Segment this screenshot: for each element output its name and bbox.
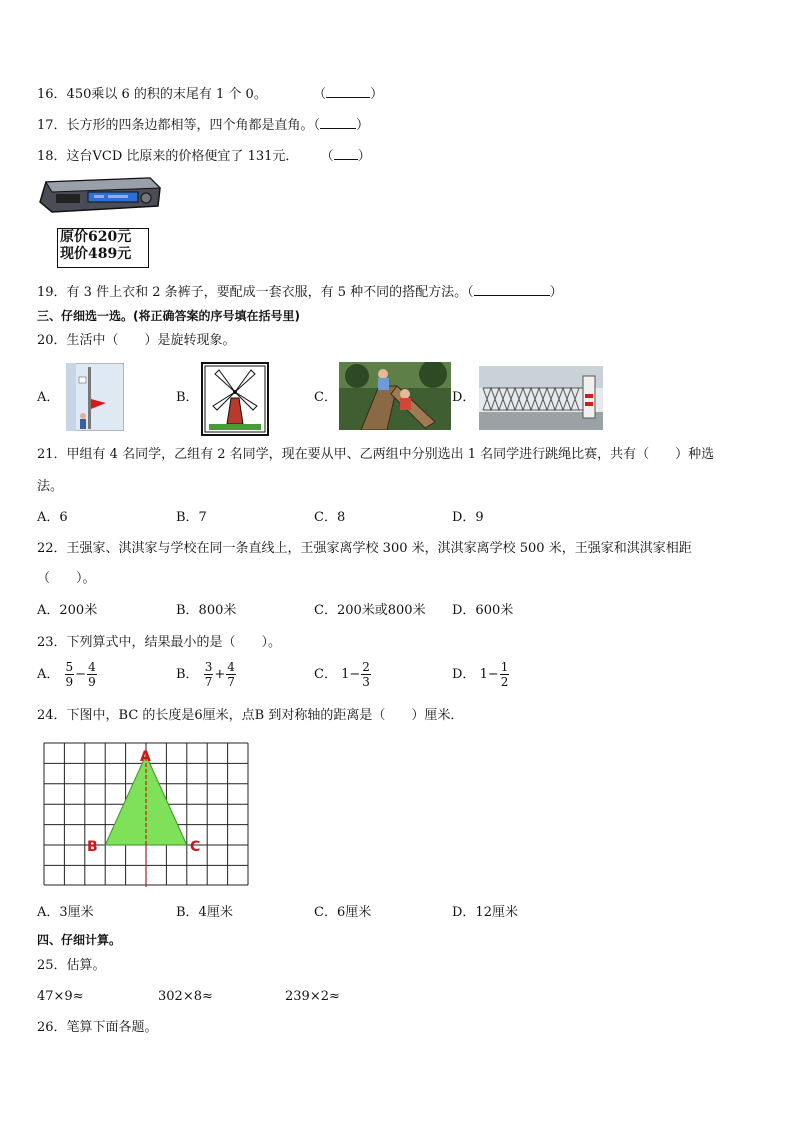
q18-text: 18．这台VCD 比原来的价格便宜了 131元． xyxy=(37,149,299,164)
q19-answer-blank[interactable] xyxy=(474,283,550,296)
price-tag xyxy=(57,228,149,268)
question-21-line-1: 21．甲组有 4 名同学，乙组有 2 名同学，现在要从甲、乙两组中分别选出 1 名同学进行跳绳比赛，共有（ ）种选 xyxy=(37,447,715,462)
question-23: 23．下列算式中，结果最小的是（ ）。 xyxy=(37,635,282,650)
q21-option-c[interactable]: C．8 xyxy=(314,510,346,525)
question-20: 20．生活中（ ）是旋转现象。 xyxy=(37,333,236,348)
q24-option-c[interactable]: C．6厘米 xyxy=(314,905,372,920)
fraction: $\frac{3}{7}$ xyxy=(204,660,213,689)
q19-text: 19．有 3 件上衣和 2 条裤子，要配成一套衣服，有 5 种不同的搭配方法。（ xyxy=(37,285,474,300)
operator: 1− xyxy=(479,667,499,682)
vcd-player-image xyxy=(38,172,162,216)
q20-option-d-label[interactable]: D． xyxy=(452,390,476,405)
flag-raising-image xyxy=(66,363,124,431)
q22-option-a[interactable]: A．200米 xyxy=(37,603,98,618)
question-22-line-2: （ ）。 xyxy=(37,571,96,586)
q16-answer-blank[interactable] xyxy=(326,85,370,98)
q24-option-a[interactable]: A．3厘米 xyxy=(37,905,94,920)
fraction: $\frac{4}{9}$ xyxy=(88,660,96,689)
original-price: 原价620元 xyxy=(60,229,132,245)
q20-option-c-label[interactable]: C． xyxy=(314,390,337,405)
label-a: A xyxy=(140,749,151,765)
retractable-gate-image xyxy=(479,366,603,430)
q18-paren-open: （ xyxy=(320,149,334,164)
q18-answer-blank[interactable] xyxy=(334,147,358,160)
q23-option-c[interactable] xyxy=(314,660,372,689)
q23-option-b-label: B． xyxy=(176,667,199,682)
q23-option-d[interactable] xyxy=(452,660,510,689)
q24-option-d[interactable]: D．12厘米 xyxy=(452,905,518,920)
q16-paren-open: （ xyxy=(313,87,327,102)
label-c: C xyxy=(190,839,201,855)
q19-paren-close: ） xyxy=(549,285,563,300)
q22-option-d[interactable]: D．600米 xyxy=(452,603,514,618)
q21-option-d[interactable]: D．9 xyxy=(452,510,484,525)
q16-text: 16．450乘以 6 的积的末尾有 1 个 0。 xyxy=(37,87,267,102)
q23-option-d-label: D． xyxy=(452,667,476,682)
q20-option-b-label[interactable]: B． xyxy=(176,390,199,405)
question-26: 26．笔算下面各题。 xyxy=(37,1020,158,1035)
q18-paren-close: ） xyxy=(357,149,371,164)
fraction: $\frac{4}{7}$ xyxy=(227,660,235,689)
section-3-title: 三、仔细选一选。(将正确答案的序号填在括号里) xyxy=(37,309,300,323)
windmill-image xyxy=(201,362,269,436)
q23-option-b[interactable] xyxy=(176,660,237,689)
q21-option-a[interactable]: A．6 xyxy=(37,510,68,525)
current-price: 现价489元 xyxy=(60,246,132,262)
q23-option-a-label: A． xyxy=(37,667,60,682)
fraction: $\frac{2}{3}$ xyxy=(362,660,370,689)
q23-option-a[interactable] xyxy=(37,660,98,689)
question-16 xyxy=(37,85,383,103)
q17-paren-close: ） xyxy=(356,118,370,133)
question-22-line-1: 22．王强家、淇淇家与学校在同一条直线上，王强家离学校 300 米，淇淇家离学校 500 米，王强家和淇淇家相距 xyxy=(37,541,692,556)
question-24: 24．下图中，BC 的长度是6厘米，点B 到对称轴的距离是（ ）厘米． xyxy=(37,708,464,723)
q17-answer-blank[interactable] xyxy=(320,116,356,129)
q21-option-b[interactable]: B．7 xyxy=(176,510,207,525)
question-18 xyxy=(37,147,371,165)
operator: + xyxy=(214,667,226,682)
operator: 1− xyxy=(341,667,361,682)
question-21-line-2: 法。 xyxy=(37,479,64,494)
estimate-item-3: 239×2≈ xyxy=(285,989,340,1004)
q22-option-c[interactable]: C．200米或800米 xyxy=(314,603,426,618)
q20-option-a-label[interactable]: A． xyxy=(37,390,60,405)
triangle-grid-figure xyxy=(42,741,252,889)
operator: − xyxy=(75,667,87,682)
estimate-item-2: 302×8≈ xyxy=(158,989,213,1004)
slide-playground-image xyxy=(339,362,451,430)
q23-option-c-label: C． xyxy=(314,667,337,682)
q24-option-b[interactable]: B．4厘米 xyxy=(176,905,233,920)
estimate-item-1: 47×9≈ xyxy=(37,989,84,1004)
q16-paren-close: ） xyxy=(370,87,384,102)
q17-text: 17．长方形的四条边都相等，四个角都是直角。（ xyxy=(37,118,321,133)
question-25: 25．估算。 xyxy=(37,958,106,973)
fraction: $\frac{5}{9}$ xyxy=(65,660,74,689)
q22-option-b[interactable]: B．800米 xyxy=(176,603,237,618)
label-b: B xyxy=(87,839,98,855)
section-4-title: 四、仔细计算。 xyxy=(37,933,122,947)
question-17 xyxy=(37,116,369,134)
question-19 xyxy=(37,283,563,301)
fraction: $\frac{1}{2}$ xyxy=(500,660,509,689)
